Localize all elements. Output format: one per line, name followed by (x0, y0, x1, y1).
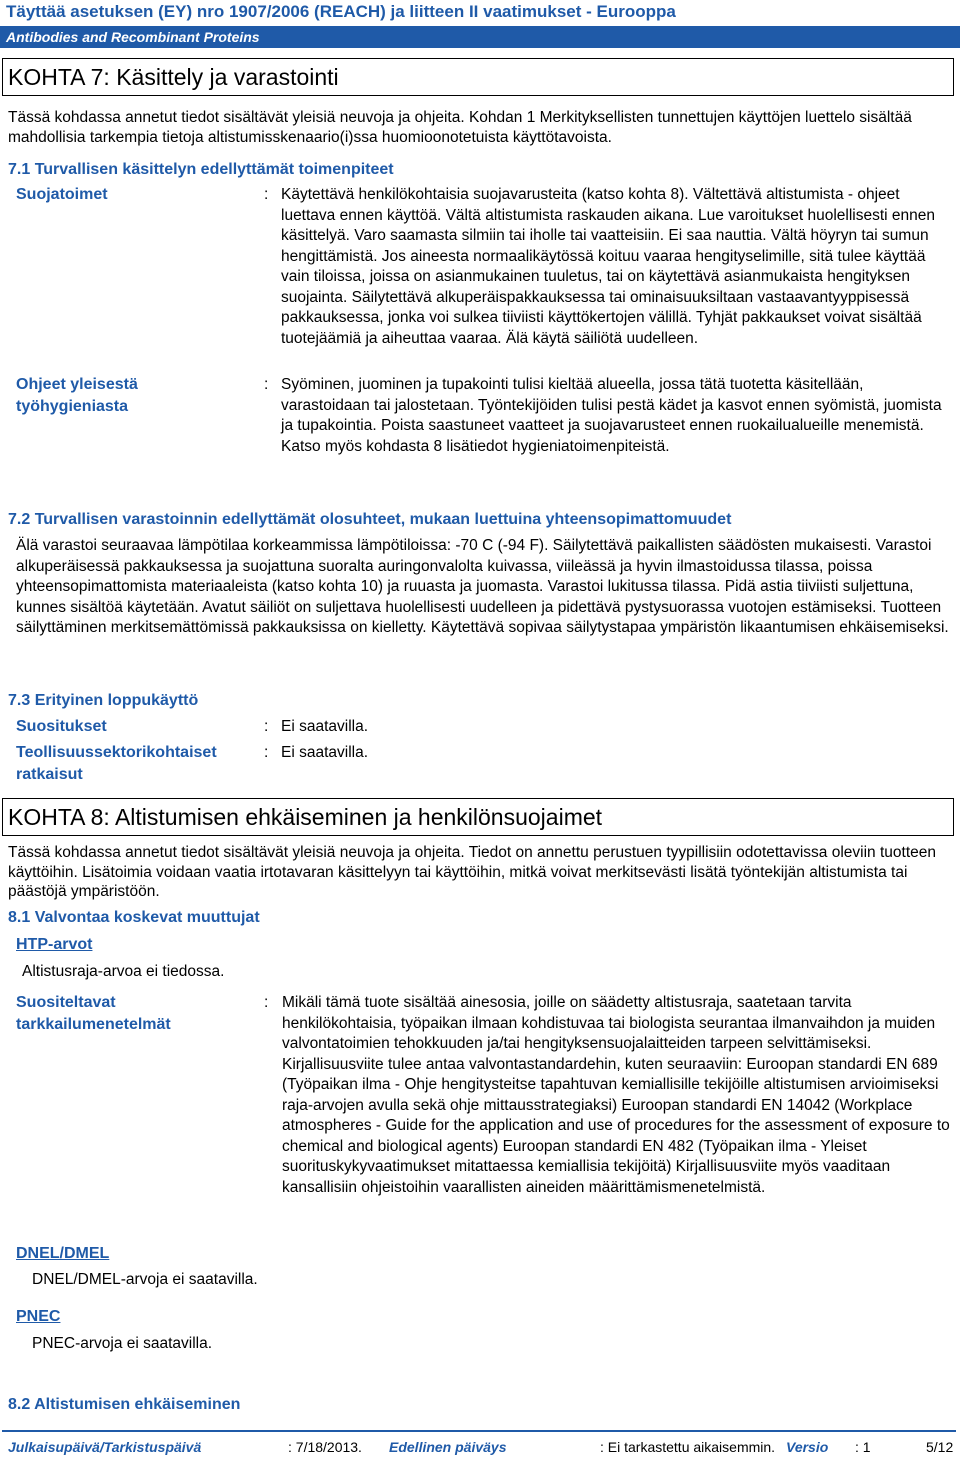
document-header-title: Täyttää asetuksen (EY) nro 1907/2006 (REACH) ja liitteen II vaatimukset - Eurooppa (6, 2, 676, 21)
colon-separator: : (264, 376, 269, 393)
previous-date-value: : Ei tarkastettu aikaisemmin. (600, 1439, 776, 1455)
previous-date-label: Edellinen päiväys (389, 1439, 507, 1455)
subsection-7-3-heading: 7.3 Erityinen loppukäyttö (8, 692, 199, 709)
monitoring-methods-text: Mikäli tämä tuote sisältää ainesosia, joille on säädetty altistusraja, saatetaan tarvita henkilökohtaisia, työpaikan ilmaan kohdistuvaa tai biologista seurantaa ilmanvaihdon ja muiden valvontatoimien tehokkuuden ja/tai hengityksensuojalaitteiden tarpeen selvittämiseksi. Kirjallisuusviite tulee antaa valvontastandardehin, kuten seuraaviin: Euroopan standardi EN 689 (Työpaikan ilma - Ohje hengitysteitse tapahtuvan kemiallisille tekijöille altistumisen arvioimiseksi raja-arvojen avulla sekä ohje mittausstrategiaksi) Euroopan standardi EN 14042 (Workplace atmospheres - Guide for the application and use of procedures for the assessment of exposure to chemical and biological agents) Euroopan standardi EN 482 (Työpaikan ilma - Yleiset suorituskykyvaatimukset mitattaessa kemiallisia tekijöitä) Kirjallisuusviite myös vaaditaan kansallisiin ohjeistoihin vaarallisten aineiden määrittämismenetelmistä. (282, 994, 950, 1196)
subsection-7-2-heading: 7.2 Turvallisen varastoinnin edellyttämät olosuhteet, mukaan luettuina yhteensopimattomuudet (8, 511, 732, 528)
protective-measures-text: Käytettävä henkilökohtaisia suojavarusteita (katso kohta 8). Vältettävä altistumista - ohjeet luettava ennen käyttöä. Vältä altistumista raskauden aikana. Lue varoitukset huolellisesti ennen käsittelyä. Varo saamasta silmiin tai iholle tai vaatteisiin. Ei saa nauttia. Vältä höyryn tai sumun hengittämistä. Jos aineesta normaalikäytössä koituu vaaraa hengityselimille, sitä tulee käyttää vain tiloissa, joissa on asianmukainen tuuletus, tai on käytettävä asianmukaista hengityksen suojainta. Säilytettävä alkuperäispakkauksessa tai ominaisuuksiltaan vastaavantyyppisessä pakkauksessa, jonka voi sulkea tiiviisti käyttökertojen välillä. Tyhjät pakkaukset voivat sisältää tuotejäämiä ja aiheuttaa vaaraa. Älä käytä säiliötä uudelleen. (281, 186, 935, 347)
hygiene-label: Ohjeet yleisestä työhygieniasta (16, 376, 138, 415)
colon-separator: : (264, 718, 269, 735)
industry-solutions-value: Ei saatavilla. (281, 744, 369, 761)
htp-values-text: Altistusraja-arvoa ei tiedossa. (22, 963, 225, 980)
colon-separator: : (264, 744, 269, 761)
page-number: 5/12 (926, 1439, 954, 1455)
pnec-label: PNEC (16, 1308, 61, 1325)
footer (8, 1438, 952, 1456)
dnel-dmel-label: DNEL/DMEL (16, 1245, 110, 1262)
section-7-intro: Tässä kohdassa annetut tiedot sisältävät yleisiä neuvoja ja ohjeita. Kohdan 1 Merkityksellisten tunnettujen käyttöjen luettelo sisältää mahdollisia tarkempia tietoja altistumisskenaario(i)ssa huomioonotetuista käyttötavoista. (8, 109, 912, 146)
protective-measures-label: Suojatoimet (16, 186, 108, 203)
issue-date-value: : 7/18/2013. (288, 1439, 362, 1455)
pnec-text: PNEC-arvoja ei saatavilla. (32, 1335, 213, 1352)
htp-values-label: HTP-arvot (16, 936, 93, 953)
product-name-bar: Antibodies and Recombinant Proteins (0, 26, 960, 48)
hygiene-text: Syöminen, juominen ja tupakointi tulisi kieltää alueella, jossa tätä tuotetta käsitellään, varastoidaan tai jalostetaan. Työntekijöiden tulisi pestä kädet ja kasvot ennen syömistä, juomista ja tupakointia. Poista saastuneet vaatteet ja suojavarusteet ennen ruokailualueille menemistä. Katso myös kohdasta 8 lisätiedot hygieniatoimenpiteistä. (281, 376, 942, 455)
section-7-heading: KOHTA 7: Käsittely ja varastointi (2, 58, 954, 96)
dnel-dmel-text: DNEL/DMEL-arvoja ei saatavilla. (32, 1271, 258, 1288)
subsection-7-1-heading: 7.1 Turvallisen käsittelyn edellyttämät toimenpiteet (8, 161, 394, 178)
section-8-intro: Tässä kohdassa annetut tiedot sisältävät yleisiä neuvoja ja ohjeita. Tiedot on annettu perustuen tyypillisiin odotettavissa oleviin tuotteen käyttöihin. Lisätoimia voidaan vaatia irtotavaran käsittelyyn tai käyttöihin, mitkä voivat merkitsevästi lisätä työntekijän altistumista tai päästöjä ympäristöön. (8, 844, 936, 900)
subsection-8-1-heading: 8.1 Valvontaa koskevat muuttujat (8, 909, 260, 926)
version-value: : 1 (855, 1439, 871, 1455)
colon-separator: : (264, 994, 269, 1011)
version-label: Versio (786, 1439, 829, 1455)
monitoring-methods-label: Suositeltavat tarkkailumenetelmät (16, 994, 171, 1033)
issue-date-label: Julkaisupäivä/Tarkistuspäivä (8, 1439, 202, 1455)
section-8-heading: KOHTA 8: Altistumisen ehkäiseminen ja henkilönsuojaimet (2, 798, 954, 836)
industry-solutions-label: Teollisuussektorikohtaiset ratkaisut (16, 744, 217, 783)
footer-divider (2, 1430, 956, 1432)
recommendations-value: Ei saatavilla. (281, 718, 369, 735)
colon-separator: : (264, 186, 269, 203)
subsection-8-2-heading: 8.2 Altistumisen ehkäiseminen (8, 1396, 241, 1413)
recommendations-label: Suositukset (16, 718, 107, 735)
storage-conditions-text: Älä varastoi seuraavaa lämpötilaa korkeammissa lämpötiloissa: -70 C (-94 F). Säilytettävä paikallisten säädösten mukaisesti. Varastoi alkuperäisessä pakkauksessa ja suojattuna suoralta auringonvalolta kuivassa, viileässä ja hyvin ilmastoidussa tilassa, poissa yhteensopimattomista materiaaleista (katso kohta 10) ja ruuasta ja juomasta. Varastoi lukitussa tilassa. Pidä astia tiiviisti suljettuna, kunnes sisältöä käytetään. Avatut säiliöt on suljettava huolellisesti uudelleen ja pidettävä pystysuorassa vuotojen estämiseksi. Tuotteen säilyttäminen merkitsemättömissä pakkauksissa on kielletty. Käytettävä sopivaa säilytystapaa ympäristön likaantumisen ehkäisemiseksi. (16, 537, 949, 636)
